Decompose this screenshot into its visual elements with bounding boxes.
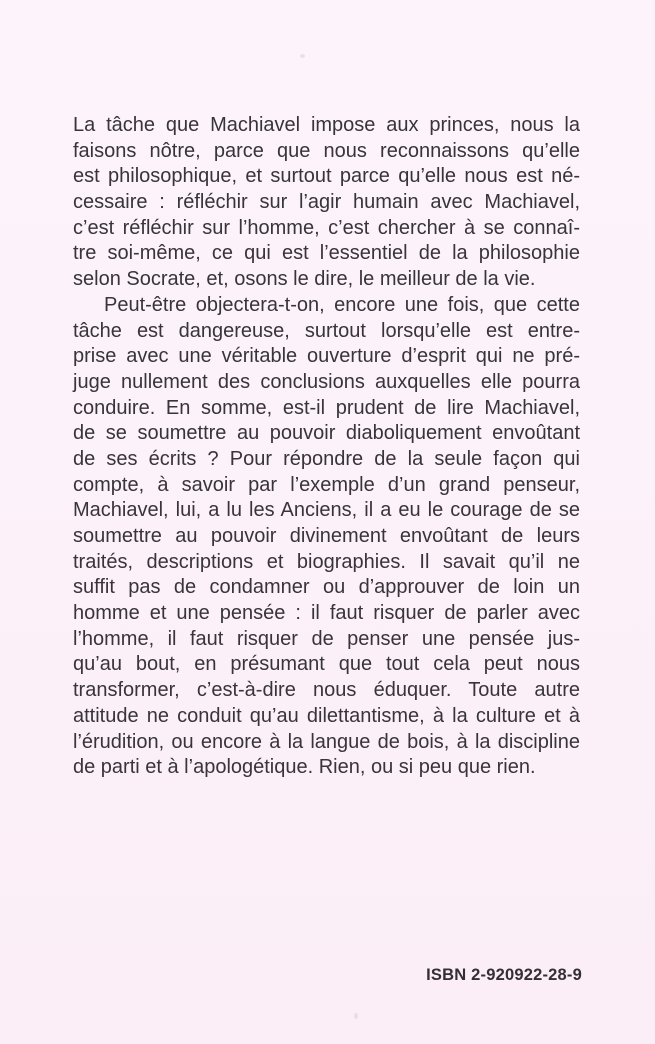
scan-speck (354, 1013, 358, 1019)
text-line: de ses écrits ? Pour répondre de la seule façon qui (73, 447, 580, 470)
text-line: selon Socrate, et, osons le dire, le meilleur de la vie. (73, 268, 536, 291)
text-line: de parti et à l’apologétique. Rien, ou si peu que rien. (73, 756, 536, 779)
scan-speck (300, 54, 305, 58)
text-line: suffit pas de condamner ou d’approuver de loin un (73, 576, 580, 599)
text-line: prise avec une véritable ouverture d’esprit qui ne pré- (73, 345, 580, 368)
text-line: transformer, c’est-à-dire nous éduquer. Toute autre (73, 679, 580, 702)
text-line: est philosophique, et surtout parce qu’elle nous est né- (73, 165, 580, 188)
text-line: La tâche que Machiavel impose aux princes, nous la (73, 114, 580, 136)
text-line: juge nullement des conclusions auxquelles elle pourra (73, 370, 580, 393)
text-line: c’est réfléchir sur l’homme, c’est chercher à se connaî- (73, 216, 580, 239)
paragraph (73, 113, 580, 293)
text-line: traités, descriptions et biographies. Il savait qu’il ne (73, 550, 580, 573)
body-text (73, 113, 580, 781)
text-line: Machiavel, lui, a lu les Anciens, il a eu le courage de se (73, 499, 580, 522)
text-line: faisons nôtre, parce que nous reconnaissons qu’elle (73, 139, 580, 162)
text-line: conduire. En somme, est-il prudent de lire Machiavel, (73, 396, 580, 419)
text-line: de se soumettre au pouvoir diaboliquement envoûtant (73, 422, 580, 445)
text-line: l’homme, il faut risquer de penser une pensée jus- (73, 627, 580, 650)
text-line: soumettre au pouvoir divinement envoûtant de leurs (73, 525, 580, 547)
text-line: tâche est dangereuse, surtout lorsqu’elle est entre- (73, 319, 580, 342)
paragraph (73, 293, 580, 781)
text-line: cessaire : réfléchir sur l’agir humain avec Machiavel, (73, 191, 580, 214)
isbn-label: ISBN 2-920922-28-9 (426, 966, 582, 984)
text-line: l’érudition, ou encore à la langue de bois, à la discipline (73, 730, 580, 753)
text-line: compte, à savoir par l’exemple d’un grand penseur, (73, 473, 580, 496)
text-line: attitude ne conduit qu’au dilettantisme, à la culture et à (73, 704, 580, 727)
text-line: homme et une pensée : il faut risquer de parler avec (73, 602, 580, 625)
text-line: Peut-être objectera-t-on, encore une fois, que cette (104, 293, 580, 316)
text-line: qu’au bout, en présumant que tout cela peut nous (73, 653, 580, 676)
text-line: tre soi-même, ce qui est l’essentiel de la philosophie (73, 242, 580, 265)
